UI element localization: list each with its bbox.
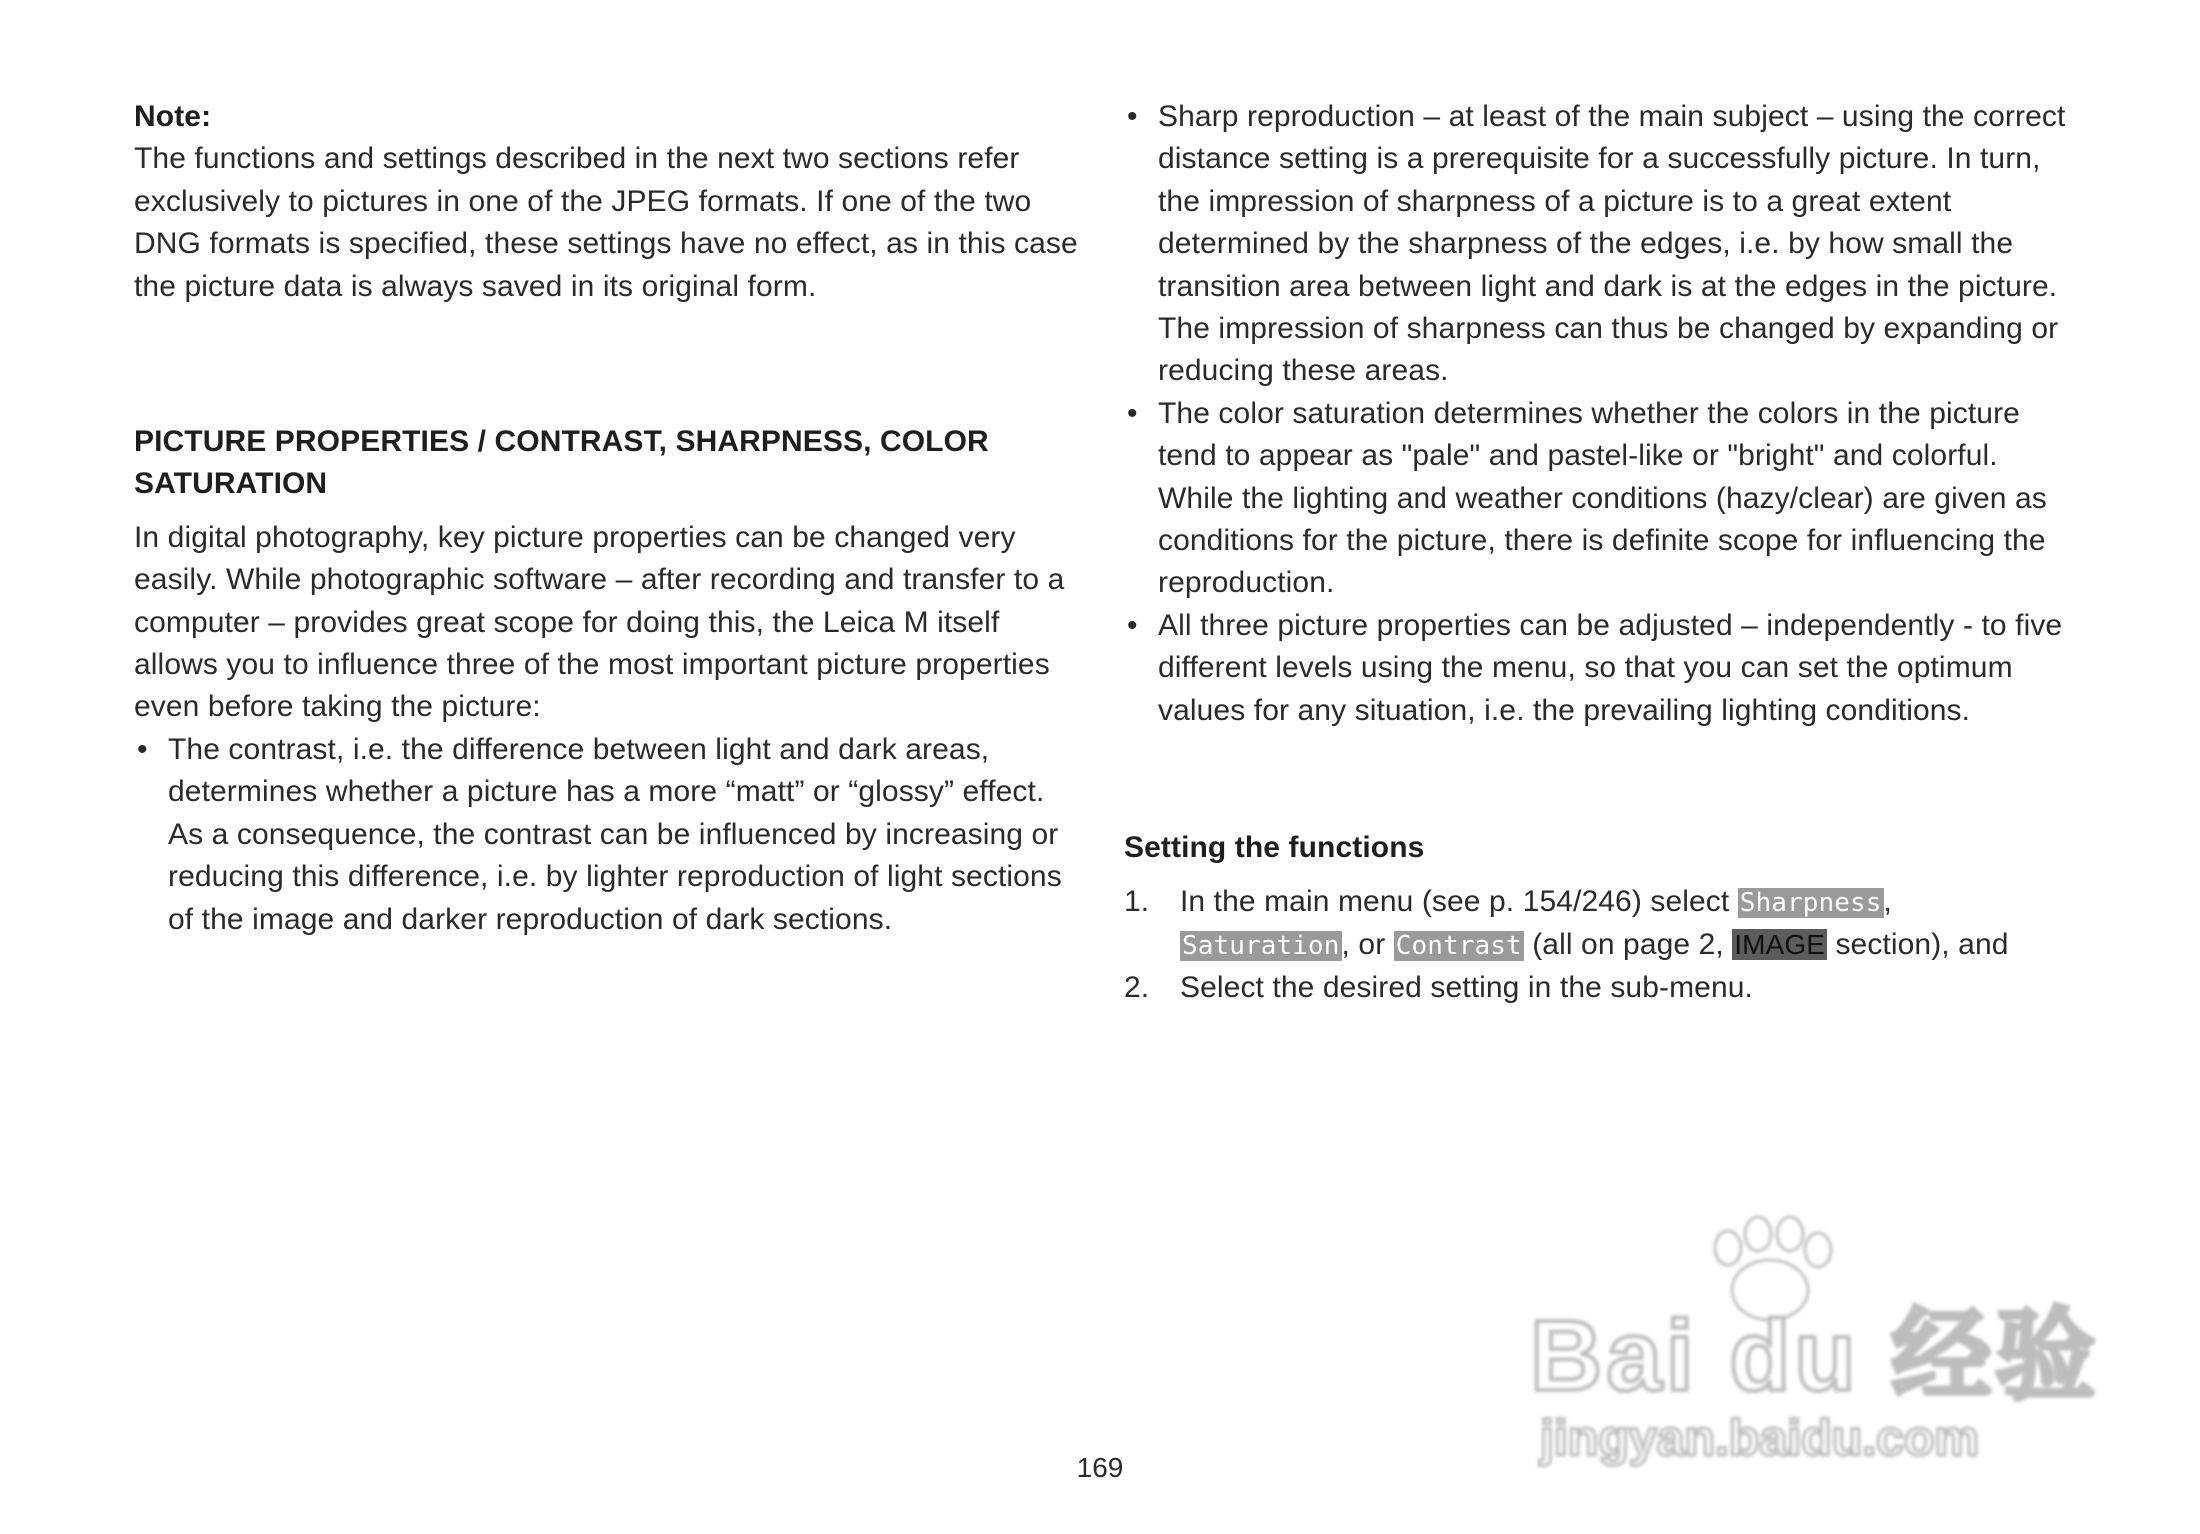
step-text: , or [1341,927,1394,961]
bullet-text: The contrast, i.e. the difference between light and dark areas, determines whether a picture has a more “matt” or “glossy” effect. As a consequence, the contrast can be influenced by increasing or reducing this difference, i.e. by lighter reproduction of light sections of the image and darker reproduction of dark sections. [168,732,1062,936]
bullet-text: Sharp reproduction – at least of the main subject – using the correct distance setting is a prerequisite for a successfully picture. In turn, the impression of sharpness of a picture is to a great extent determined by the sharpness of the edges, i.e. by how small the transition area between light and dark is at the edges in the picture. The impression of sharpness can thus be changed by expanding or reducing these areas. [1158,100,2066,388]
steps-list [1124,881,2079,1010]
menu-key-sharpness: Sharpness [1739,887,1882,918]
paw-toe-icon [1805,1233,1831,1267]
list-item [1124,393,2079,605]
note-title: Note: [134,100,212,133]
left-column [134,96,1079,941]
step-number: 2. [1124,971,1150,1005]
left-bullet-list [134,729,1079,941]
bullet-text: All three picture properties can be adjusted – independently - to five different levels using the menu, so that you can set the optimum values for any situation, i.e. the prevailing lighting conditions. [1158,608,2063,727]
step-number: 1. [1124,884,1150,918]
bullet-icon: • [1127,396,1138,430]
watermark-url: jingyan.baidu.com [1540,1410,1979,1466]
note-text: The functions and settings described in the next two sections refer exclusively to pictures in one of the JPEG formats. If one of the two DNG formats is specified, these settings have no effect, as in this case the picture data is always saved in its original form. [134,142,1078,303]
step-text: (all on page 2, [1523,927,1733,961]
watermark-brand: Bai du 经验 [1530,1300,2100,1412]
right-column [1124,96,2079,1010]
step-text: section), and [1827,927,2009,961]
step-item [1124,881,2079,968]
paw-toe-icon [1777,1217,1803,1251]
step-text: Select the desired setting in the sub-menu. [1180,971,1753,1005]
right-bullet-list [1124,96,2079,732]
list-item [134,729,1079,941]
intro-paragraph: In digital photography, key picture properties can be changed very easily. While photographic software – after recording and transfer to a computer – provides great scope for doing this, the Leica M itself allows you to influence three of the most important picture properties even before taking the picture: [134,520,1065,724]
bullet-icon: • [137,732,148,766]
list-item [1124,605,2079,732]
setting-functions-heading: Setting the functions [1124,831,1425,865]
step-item [1124,967,2079,1009]
menu-key-saturation: Saturation [1182,930,1340,961]
bullet-text: The color saturation determines whether the colors in the picture tend to appear as "pale" and pastel-like or "bright" and colorful. While the lighting and weather conditions (hazy/clear) are given as conditions for the picture, there is definite scope for influencing the reproduction. [1158,396,2047,600]
paw-toe-icon [1745,1217,1771,1251]
page-number: 169 [1076,1452,1124,1483]
menu-key-contrast: Contrast [1395,930,1522,961]
menu-key-image: IMAGE [1734,928,1826,960]
baidu-watermark-logo [1520,1220,2100,1470]
paw-toe-icon [1715,1231,1741,1265]
bullet-icon: • [1127,100,1138,133]
step-text: In the main menu (see p. 154/246) select [1180,884,1738,918]
step-text: , [1883,884,1892,918]
bullet-icon: • [1127,608,1138,642]
section-heading: PICTURE PROPERTIES / CONTRAST, SHARPNESS, COLOR SATURATION [134,425,989,501]
list-item [1124,96,2079,393]
